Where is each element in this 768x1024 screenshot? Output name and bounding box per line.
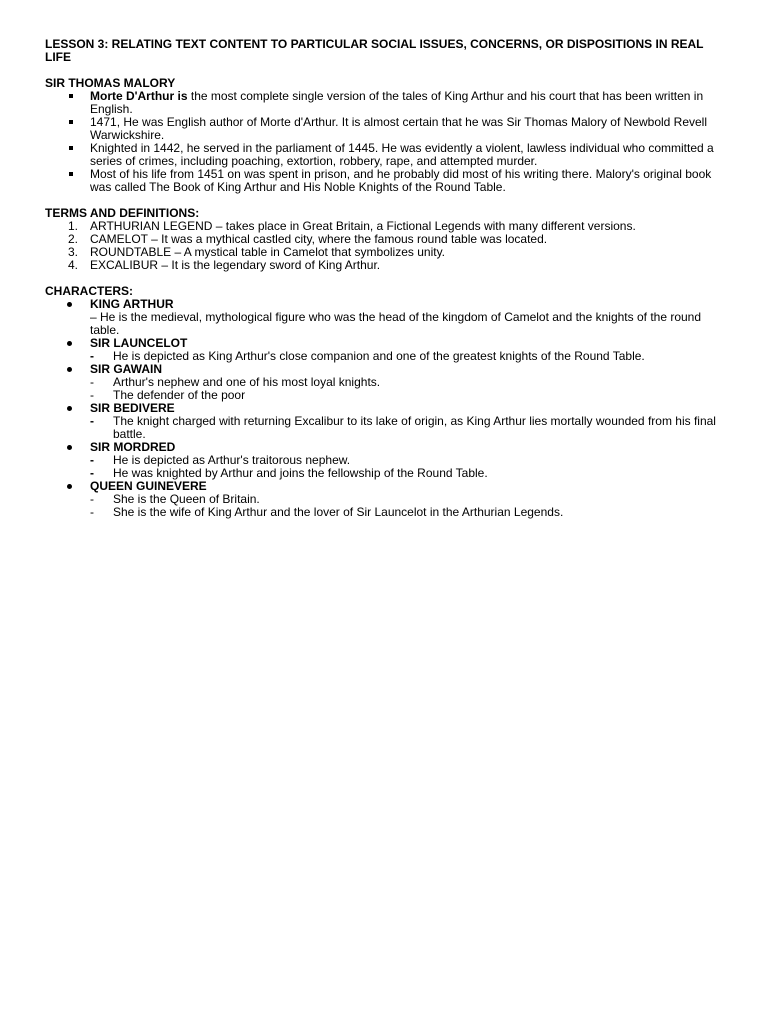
square-bullet-icon <box>69 146 73 150</box>
malory-item <box>45 142 725 168</box>
round-bullet-icon <box>67 302 72 307</box>
term-number: 2. <box>68 232 79 246</box>
dash-marker: - <box>90 375 94 389</box>
document-body <box>45 38 725 519</box>
terms-heading: TERMS AND DEFINITIONS: <box>45 206 200 220</box>
malory-item-text: Knighted in 1442, he served in the parliament of 1445. He was evidently a violent, lawless individual who committed a series of crimes, including poaching, extortion, robbery, rape, and attempted murder. <box>90 141 714 168</box>
round-bullet-icon <box>67 484 72 489</box>
character-name-text: KING ARTHUR <box>90 297 174 311</box>
malory-item <box>45 116 725 142</box>
character-description-text: The knight charged with returning Excalibur to its lake of origin, as King Arthur lies mortally wounded from his final battle. <box>113 414 716 441</box>
malory-item-text: the most complete single version of the tales of King Arthur and his court that has been written in English. <box>90 89 704 116</box>
character-description-text: He is depicted as Arthur's traitorous nephew. <box>113 453 351 467</box>
term-text: ARTHURIAN LEGEND – takes place in Great Britain, a Fictional Legends with many different versions. <box>90 219 636 233</box>
character-description-text: She is the wife of King Arthur and the lover of Sir Launcelot in the Arthurian Legends. <box>113 505 564 519</box>
square-bullet-icon <box>69 120 73 124</box>
term-text: ROUNDTABLE – A mystical table in Camelot that symbolizes unity. <box>90 245 446 259</box>
dash-marker: - <box>90 349 94 363</box>
character-name-text: SIR MORDRED <box>90 440 176 454</box>
character-name-text: SIR BEDIVERE <box>90 401 175 415</box>
dash-marker: - <box>90 453 94 467</box>
term-number: 1. <box>68 219 79 233</box>
term-number: 4. <box>68 258 79 272</box>
dash-marker: - <box>90 414 94 428</box>
character-name <box>45 298 725 311</box>
round-bullet-icon <box>67 367 72 372</box>
character-description-text: He is depicted as King Arthur's close companion and one of the greatest knights of the Round Table. <box>113 349 645 363</box>
character-name-text: QUEEN GUINEVERE <box>90 479 207 493</box>
character-description <box>45 415 725 441</box>
malory-item-text: 1471, He was English author of Morte d'Arthur. It is almost certain that he was Sir Thomas Malory of Newbold Revell Warwickshire. <box>90 115 708 142</box>
character-name-text: SIR LAUNCELOT <box>90 336 188 350</box>
square-bullet-icon <box>69 94 73 98</box>
character-description <box>45 506 725 519</box>
round-bullet-icon <box>67 445 72 450</box>
malory-item <box>45 90 725 116</box>
dash-marker: - <box>90 492 94 506</box>
term-text: CAMELOT – It was a mythical castled city, where the famous round table was located. <box>90 232 548 246</box>
term-text: EXCALIBUR – It is the legendary sword of King Arthur. <box>90 258 381 272</box>
dash-marker: - <box>90 466 94 480</box>
malory-item <box>45 168 725 194</box>
term-number: 3. <box>68 245 79 259</box>
round-bullet-icon <box>67 406 72 411</box>
character-description-text: He was knighted by Arthur and joins the fellowship of the Round Table. <box>113 466 488 480</box>
malory-heading: SIR THOMAS MALORY <box>45 76 176 90</box>
character-description-text: Arthur's nephew and one of his most loyal knights. <box>113 375 381 389</box>
term-item <box>45 259 725 272</box>
lesson-title: LESSON 3: RELATING TEXT CONTENT TO PARTICULAR SOCIAL ISSUES, CONCERNS, OR DISPOSITIONS IN REAL LIFE <box>45 37 704 64</box>
character-description-text: The defender of the poor <box>113 388 246 402</box>
square-bullet-icon <box>69 172 73 176</box>
character-description-text: She is the Queen of Britain. <box>113 492 260 506</box>
malory-item-bold: Morte D'Arthur is <box>90 89 188 103</box>
character-description: – He is the medieval, mythological figure who was the head of the kingdom of Camelot and the knights of the round table. <box>90 310 702 337</box>
malory-item-text: Most of his life from 1451 on was spent in prison, and he probably did most of his writing there. Malory's original book was called The Book of King Arthur and His Noble Knights of the Round Table. <box>90 167 712 194</box>
dash-marker: - <box>90 388 94 402</box>
round-bullet-icon <box>67 341 72 346</box>
characters-heading: CHARACTERS: <box>45 284 133 298</box>
dash-marker: - <box>90 505 94 519</box>
character-name-text: SIR GAWAIN <box>90 362 163 376</box>
